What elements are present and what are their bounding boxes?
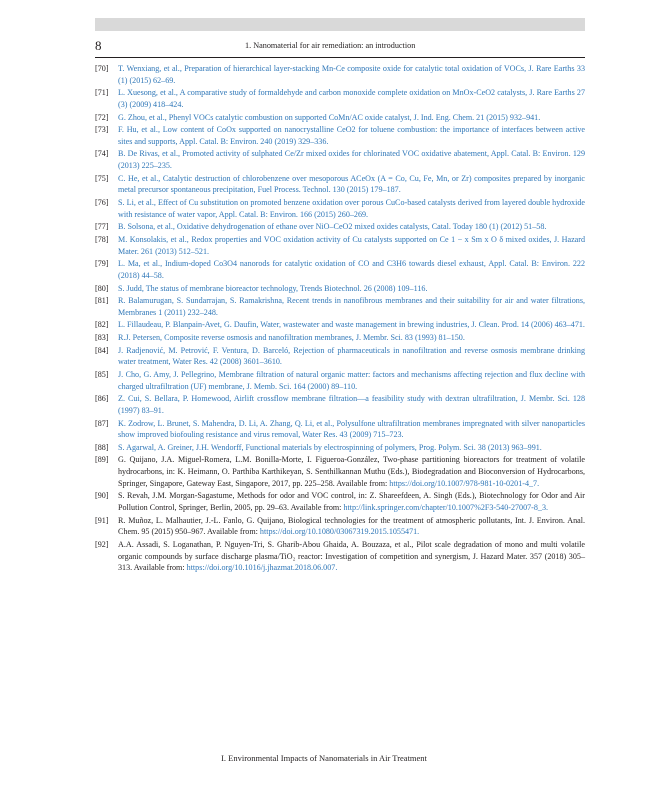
reference-item (95, 173, 585, 196)
reference-item (95, 319, 585, 331)
reference-item (95, 148, 585, 171)
reference-number: [76] (95, 198, 109, 208)
header-bar (95, 18, 585, 31)
reference-item (95, 442, 585, 454)
reference-text: R. Muñoz, L. Malhautier, J.-L. Fanlo, G. Quijano, Biological technologies for the treatment of atmospheric pollutants, Int. J. Environ. Anal. Chem. 95 (2015) 950–967. Available from: (118, 515, 585, 537)
reference-number: [74] (95, 149, 109, 159)
reference-number: [83] (95, 333, 109, 343)
reference-text[interactable]: L. Ma, et al., Indium-doped Co3O4 nanorods for catalytic oxidation of CO and C3H6 towards diesel exhaust, Appl. Catal. B: Environ. 222 (2018) 44–58. (118, 259, 585, 280)
reference-item (95, 345, 585, 368)
reference-text[interactable]: S. Agarwal, A. Greiner, J.H. Wendorff, Functional materials by electrospinning of polymers, Prog. Polym. Sci. 38 (2013) 963–991. (118, 442, 542, 452)
reference-text: S. Revah, J.M. Morgan-Sagastume, Methods for odor and VOC control, in: Z. Shareefdeen, A. Singh (Eds.), Biotechnology for Odor and Air Pollution Control, Springer, Berlin, 2005, pp. 29–63. Available from: (118, 491, 585, 513)
reference-number: [87] (95, 418, 109, 428)
reference-number: [77] (95, 222, 109, 232)
reference-item (95, 197, 585, 220)
reference-item (95, 515, 585, 538)
reference-number: [82] (95, 320, 109, 330)
header-rule (95, 57, 585, 58)
reference-text[interactable]: F. Hu, et al., Low content of CoOx supported on nanocrystalline CeO2 for toluene combustion: the importance of interfaces between active sites and supports, Appl. Catal. B: Environ. 240 (2019) 329–336. (118, 125, 585, 146)
reference-text[interactable]: S. Li, et al., Effect of Cu substitution on promoted benzene oxidation over porous CuCo-based catalysts derived from layered double hydroxide with resistance of water vapor, Appl. Catal. B: Environ. 166 (2015) 260–269. (118, 198, 585, 219)
reference-text[interactable]: J. Cho, G. Amy, J. Pellegrino, Membrane filtration of natural organic matter: factors and mechanisms affecting rejection and flux decline with charged ultrafiltration (UF) membrane, J. Memb. Sci. 164 (2000) 89–110. (118, 369, 585, 391)
reference-number: [75] (95, 173, 109, 183)
reference-item (95, 283, 585, 295)
reference-text[interactable]: R.J. Petersen, Composite reverse osmosis and nanofiltration membranes, J. Membr. Sci. 83 (1993) 81–150. (118, 333, 465, 343)
reference-list (95, 63, 585, 575)
reference-text[interactable]: B. De Rivas, et al., Promoted activity of sulphated Ce/Zr mixed oxides for chlorinated VOC oxidative abatement, Appl. Catal. B: Environ. 129 (2013) 225–235. (118, 149, 585, 171)
reference-item (95, 490, 585, 513)
reference-number: [89] (95, 455, 109, 465)
reference-item (95, 393, 585, 416)
reference-number: [72] (95, 112, 109, 122)
reference-text: A.A. Assadi, S. Loganathan, P. Nguyen-Tri, S. Gharib-Abou Ghaida, A. Bouzaza, et al., Pilot scale degradation of mono and multi volatile organic compounds by surface discharge plasma/TiO₂ reactor: Investigation of competition and synergism, J. Hazard Mater. 357 (2018) 305–313. Available from: (118, 540, 585, 573)
reference-number: [80] (95, 283, 109, 293)
reference-item (95, 539, 585, 574)
reference-text[interactable]: G. Zhou, et al., Phenyl VOCs catalytic combustion on supported CoMn/AC oxide catalyst, J. Ind. Eng. Chem. 21 (2015) 932–941. (118, 112, 541, 122)
reference-item (95, 332, 585, 344)
reference-item (95, 87, 585, 110)
reference-text[interactable]: J. Radjenović, M. Petrović, F. Ventura, D. Barceló, Rejection of pharmaceuticals in nanofiltration and reverse osmosis membrane drinking water treatment, Water Res. 42 (2008) 3601–3610. (118, 345, 585, 367)
reference-text[interactable]: C. He, et al., Catalytic destruction of chlorobenzene over mesoporous ACeOx (A = Co, Cu, Fe, Mn, or Zr) composites prepared by inorganic metal precursor spontaneous precipitation, Fuel Process. Technol. 130 (2015) 179–187. (118, 173, 585, 195)
reference-text[interactable]: L. Fillaudeau, P. Blanpain-Avet, G. Daufin, Water, wastewater and waste management in brewing industries, J. Clean. Prod. 14 (2006) 463–471. (118, 320, 585, 330)
reference-item (95, 258, 585, 281)
reference-number: [84] (95, 345, 109, 355)
reference-number: [92] (95, 540, 109, 550)
reference-item (95, 112, 585, 124)
reference-number: [79] (95, 259, 109, 269)
reference-number: [90] (95, 491, 109, 501)
reference-url-link[interactable]: https://doi.org/10.1016/j.jhazmat.2018.06.007. (186, 563, 338, 573)
reference-number: [73] (95, 125, 109, 135)
running-header (95, 38, 585, 54)
reference-number: [86] (95, 394, 109, 404)
reference-url-link[interactable]: http://link.springer.com/chapter/10.1007%2F3-540-27007-8_3. (343, 503, 549, 513)
reference-text[interactable]: Z. Cui, S. Bellara, P. Homewood, Airlift crossflow membrane filtration—a feasibility study with dextran ultrafiltration, J. Membr. Sci. 128 (1997) 83–91. (118, 394, 585, 415)
reference-item (95, 124, 585, 147)
chapter-title: 1. Nanomaterial for air remediation: an introduction (245, 41, 416, 50)
reference-item (95, 63, 585, 86)
reference-item (95, 221, 585, 233)
reference-text[interactable]: M. Konsolakis, et al., Redox properties and VOC oxidation activity of Cu catalysts supported on Ce 1 − x Sm x O δ mixed oxides, J. Hazard Mater. 261 (2013) 512–521. (118, 234, 585, 256)
reference-text[interactable]: L. Xuesong, et al., A comparative study of formaldehyde and carbon monoxide complete oxidation on MnOx-CeO2 catalysts, J. Rare Earths 27 (3) (2009) 418–424. (118, 88, 585, 109)
reference-item (95, 295, 585, 318)
reference-number: [70] (95, 64, 109, 73)
reference-number: [71] (95, 88, 109, 98)
reference-number: [88] (95, 442, 109, 452)
part-footer: I. Environmental Impacts of Nanomaterials in Air Treatment (221, 753, 427, 763)
reference-url-link[interactable]: https://doi.org/10.1080/03067319.2015.1055471. (259, 527, 420, 537)
reference-text[interactable]: B. Solsona, et al., Oxidative dehydrogenation of ethane over NiO–CeO2 mixed oxides catalysts, Catal. Today 180 (1) (2012) 51–58. (118, 222, 547, 232)
reference-item (95, 454, 585, 489)
reference-text[interactable]: T. Wenxiang, et al., Preparation of hierarchical layer-stacking Mn-Ce composite oxide for catalytic total oxidation of VOCs, J. Rare Earths 33 (1) (2015) 62–69. (118, 64, 585, 85)
reference-item (95, 418, 585, 441)
reference-text[interactable]: R. Balamurugan, S. Sundarrajan, S. Ramakrishna, Recent trends in nanofibrous membranes and their suitability for air and water filtrations, Membranes 1 (2011) 232–248. (118, 296, 585, 317)
reference-number: [81] (95, 296, 109, 306)
reference-url-link[interactable]: https://doi.org/10.1007/978-981-10-0201-4_7. (389, 478, 540, 488)
reference-number: [85] (95, 369, 109, 379)
reference-item (95, 369, 585, 392)
reference-text: G. Quijano, J.A. Miguel-Romera, L.M. Bonilla-Morte, I. Figueroa-González, Two-phase partitioning bioreactors for treatment of volatile hydrocarbons, in: K. Heimann, O. Parthiba Karthikeyan, S. Senthilkannan Muthu (Eds.), Biodegradation and Bioconversion of Hydrocarbons, Springer, Singapore, Gateway East, Singapore, 2017, pp. 225–258. Available from: (118, 455, 585, 488)
reference-text[interactable]: S. Judd, The status of membrane bioreactor technology, Trends Biotechnol. 26 (2008) 109–116. (118, 283, 428, 293)
reference-text[interactable]: K. Zodrow, L. Brunet, S. Mahendra, D. Li, A. Zhang, Q. Li, et al., Polysulfone ultrafiltration membranes impregnated with silver nanoparticles show improved biofouling resistance and virus removal, Water Res. 43 (2009) 715–723. (118, 418, 585, 440)
reference-number: [91] (95, 515, 109, 525)
reference-item (95, 234, 585, 257)
page-number: 8 (95, 38, 102, 53)
reference-number: [78] (95, 234, 109, 244)
